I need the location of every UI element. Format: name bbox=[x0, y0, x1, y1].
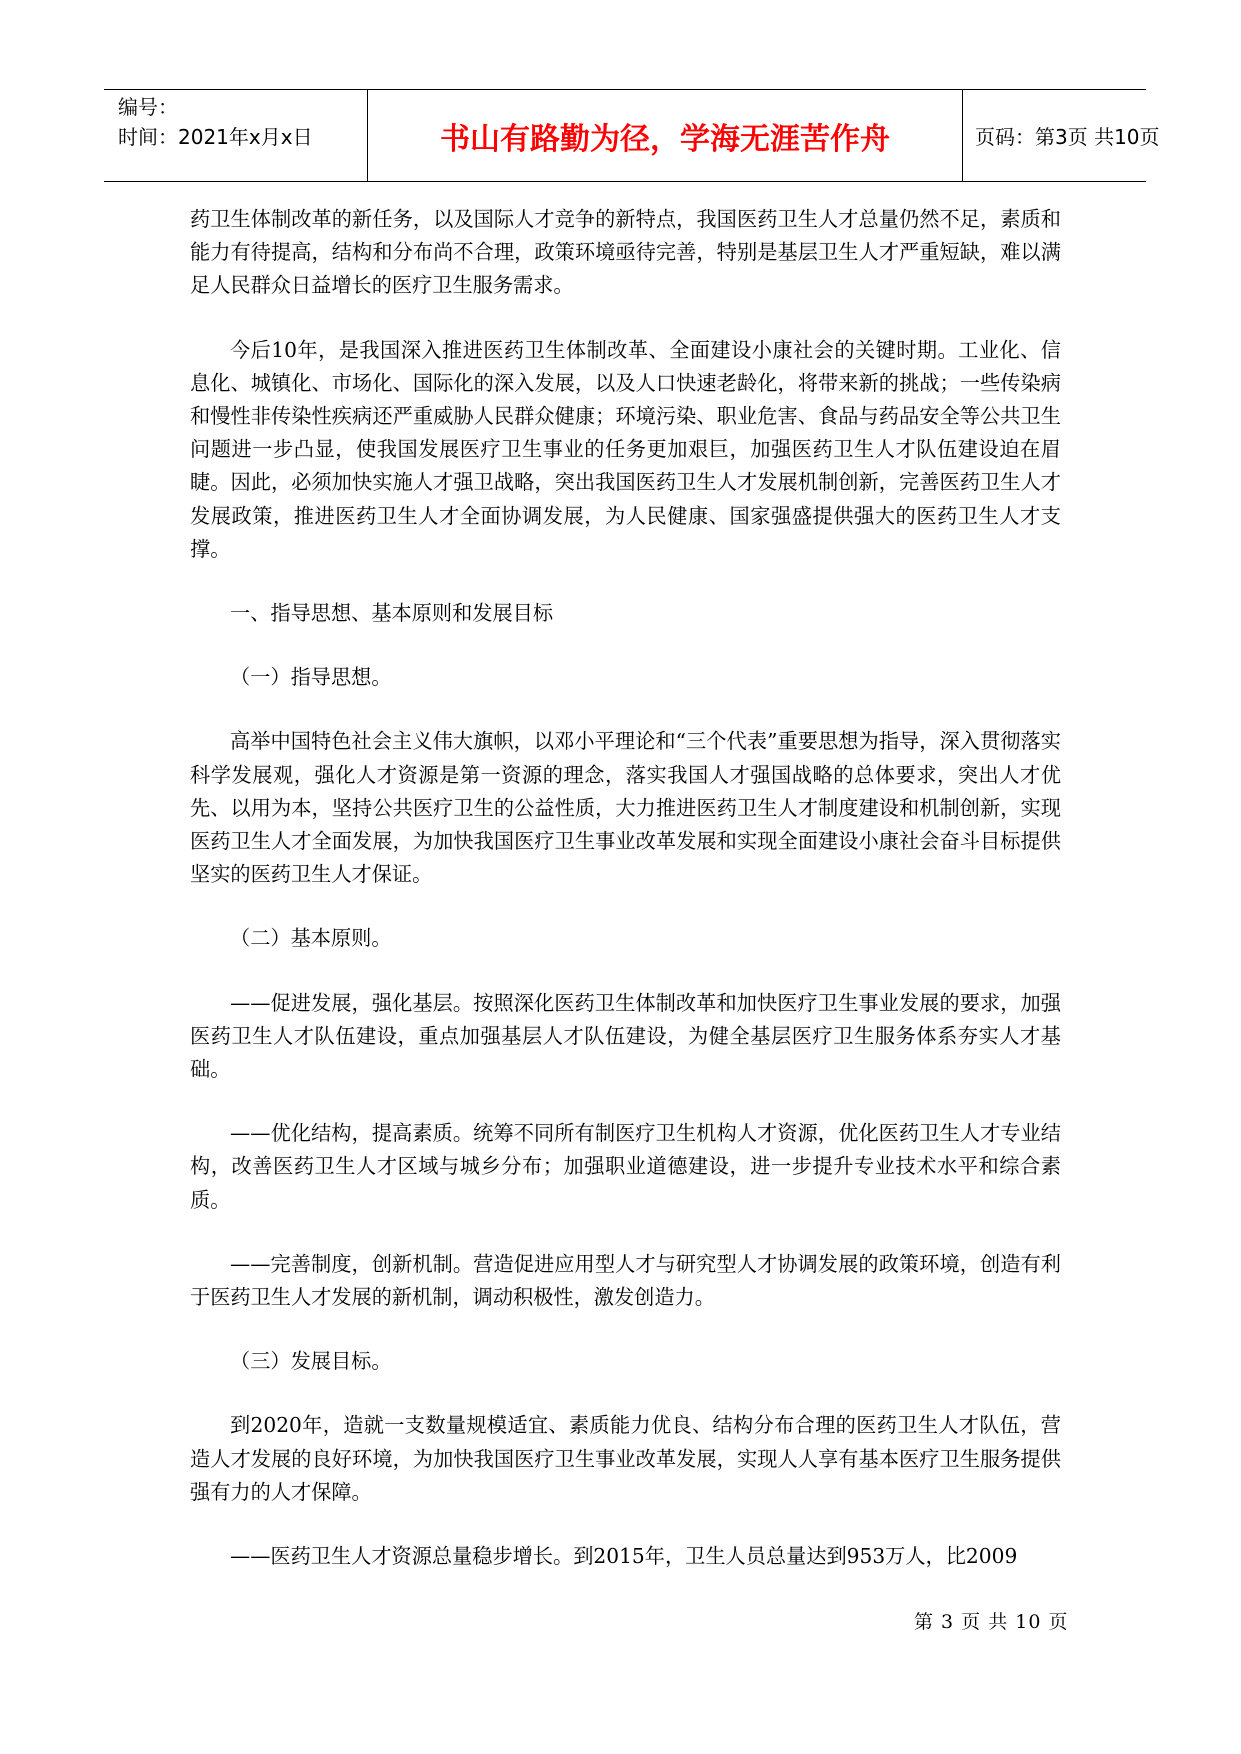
section-heading-1: 一、指导思想、基本原则和发展目标 bbox=[230, 601, 554, 626]
paragraph-2: 今后10年，是我国深入推进医药卫生体制改革、全面建设小康社会的关键时期。工业化、信息化、城镇化、市场化、国际化的深入发展，以及人口快速老龄化，将带来新的挑战；一些传染病和慢性非传染性疾病还严重威胁人民群众健康；环境污染、职业危害、食品与药品安全等公共卫生问题进一步凸显，使我国发展医疗卫生事业的任务更加艰巨，加强医药卫生人才队伍建设迫在眉睫。因此，必须加快实施人才强卫战略，突出我国医药卫生人才发展机制创新，完善医药卫生人才发展政策，推进医药卫生人才全面协调发展，为人民健康、国家强盛提供强大的医药卫生人才支撑。 bbox=[190, 337, 1061, 561]
header-meta bbox=[104, 90, 368, 181]
document-body bbox=[190, 203, 1061, 1604]
document-number-label: 编号： bbox=[118, 95, 178, 119]
document-date-label: 时间：2021年x月x日 bbox=[118, 125, 313, 149]
paragraph-principle-2: ——优化结构，提高素质。统筹不同所有制医疗卫生机构人才资源，优化医药卫生人才专业结构，改善医药卫生人才区域与城乡分布；加强职业道德建设，进一步提升专业技术水平和综合素质。 bbox=[190, 1121, 1061, 1212]
page-footer: 第 3 页 共 10 页 bbox=[914, 1611, 1069, 1633]
paragraph-goals: 到2020年，造就一支数量规模适宜、素质能力优良、结构分布合理的医药卫生人才队伍，营造人才发展的良好环境，为加快我国医疗卫生事业改革发展，实现人人享有基本医疗卫生服务提供强有力的人才保障。 bbox=[190, 1413, 1061, 1504]
paragraph-goal-1: ——医药卫生人才资源总量稳步增长。到2015年，卫生人员总量达到953万人，比2009 bbox=[230, 1544, 1018, 1569]
paragraph-1: 药卫生体制改革的新任务，以及国际人才竞争的新特点，我国医药卫生人才总量仍然不足，素质和能力有待提高，结构和分布尚不合理，政策环境亟待完善，特别是基层卫生人才严重短缺，难以满足人民群众日益增长的医疗卫生服务需求。 bbox=[190, 207, 1061, 298]
subsection-heading-development-goals: （三）发展目标。 bbox=[230, 1349, 392, 1374]
header-motto: 书山有路勤为径，学海无涯苦作舟 bbox=[368, 90, 963, 181]
paragraph-principle-1: ——促进发展，强化基层。按照深化医药卫生体制改革和加快医疗卫生事业发展的要求，加强医药卫生人才队伍建设，重点加强基层人才队伍建设，为健全基层医疗卫生服务体系夯实人才基础。 bbox=[190, 990, 1061, 1082]
subsection-heading-basic-principles: （二）基本原则。 bbox=[230, 926, 392, 951]
subsection-heading-guiding-ideology: （一）指导思想。 bbox=[230, 665, 392, 690]
paragraph-guiding-ideology: 高举中国特色社会主义伟大旗帜，以邓小平理论和“三个代表”重要思想为指导，深入贯彻落实科学发展观，强化人才资源是第一资源的理念，落实我国人才强国战略的总体要求，突出人才优先、以用为本，坚持公共医疗卫生的公益性质，大力推进医药卫生人才制度建设和机制创新，实现医药卫生人才全面发展，为加快我国医疗卫生事业改革发展和实现全面建设小康社会奋斗目标提供坚实的医药卫生人才保证。 bbox=[190, 729, 1061, 887]
header-page-number: 页码：第3页 共10页 bbox=[975, 125, 1160, 149]
document-header bbox=[104, 89, 1160, 182]
paragraph-principle-3: ——完善制度，创新机制。营造促进应用型人才与研究型人才协调发展的政策环境，创造有利于医药卫生人才发展的新机制，调动积极性，激发创造力。 bbox=[190, 1251, 1061, 1310]
